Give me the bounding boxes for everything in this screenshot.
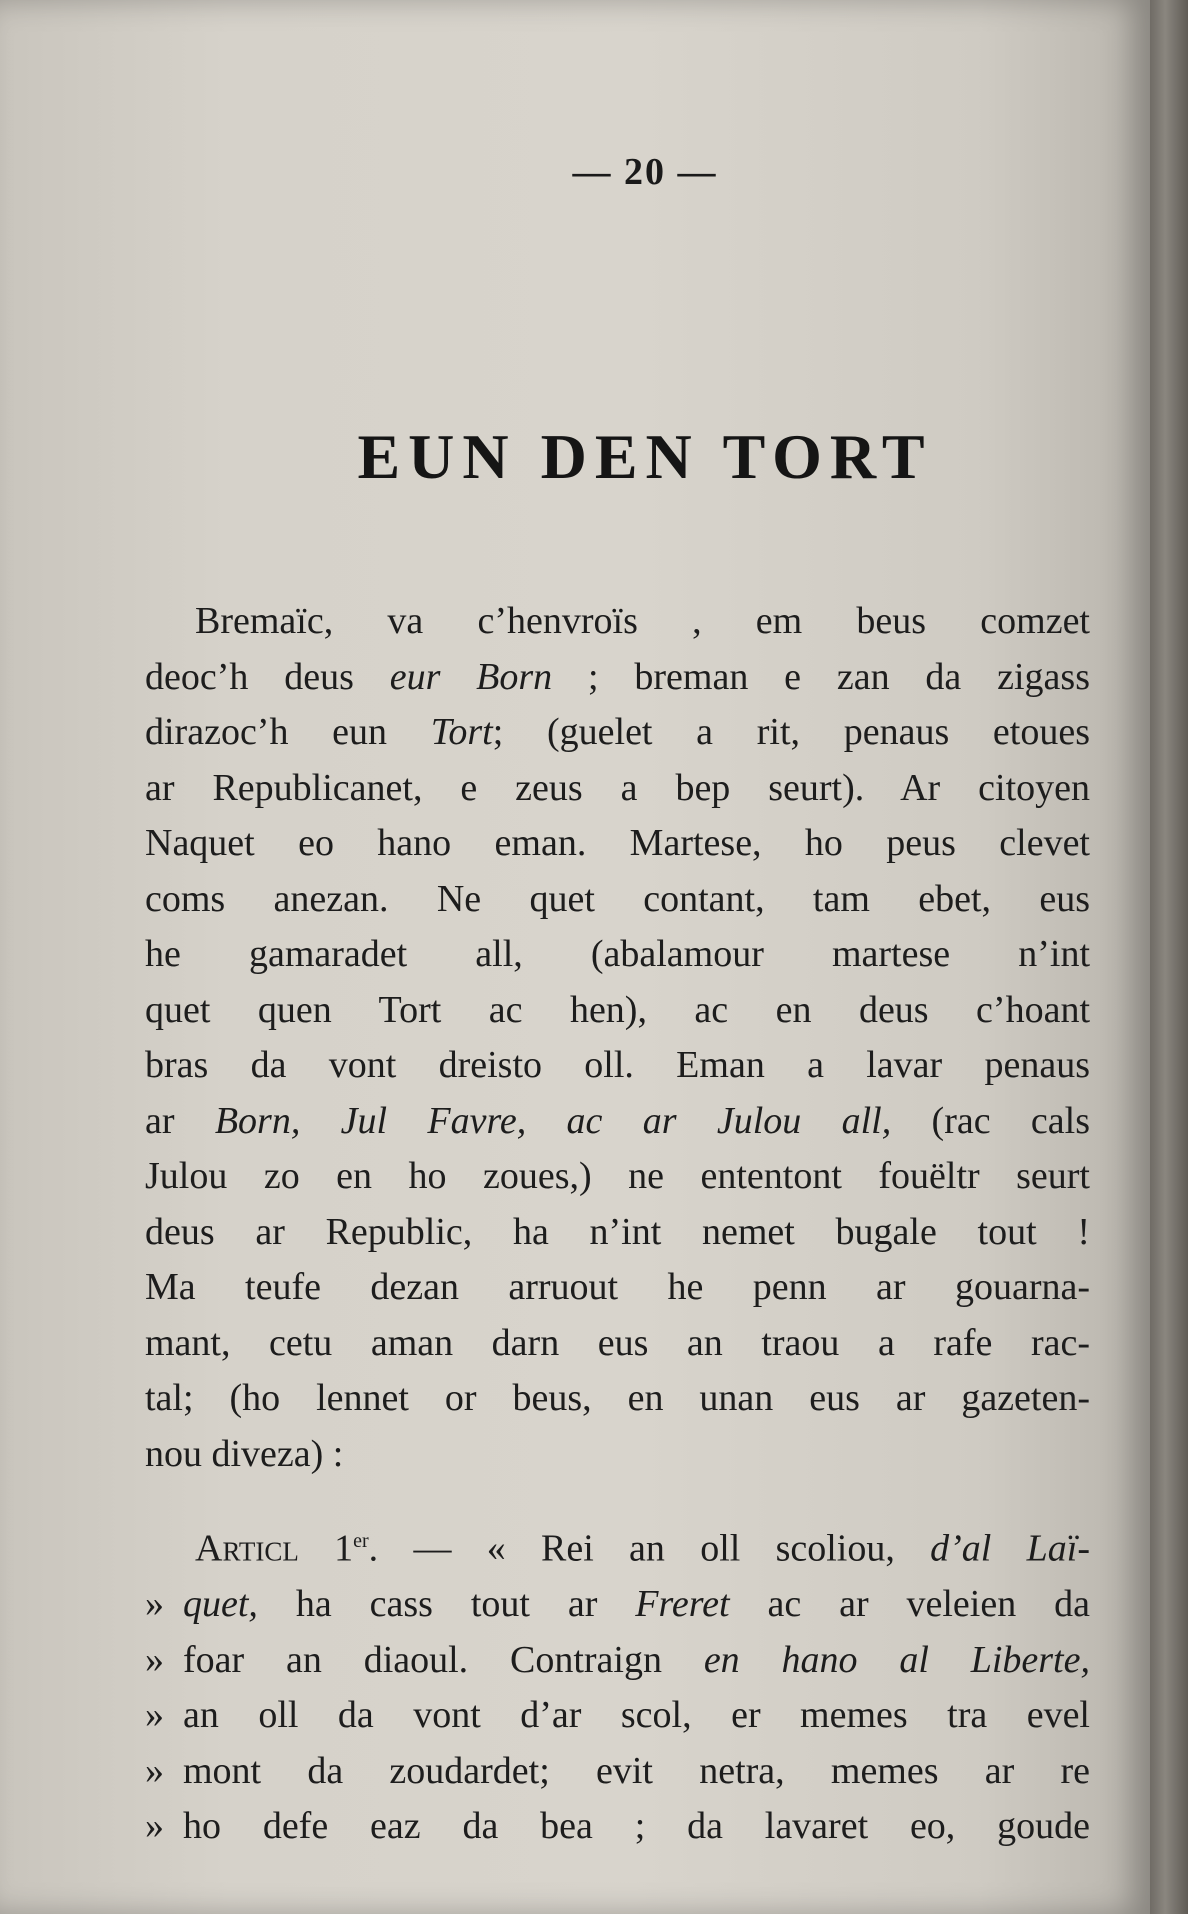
article-paragraph <box>145 1514 1090 1855</box>
text-line: deoc’h deus eur Born ; breman e zan da zigass <box>145 655 1090 698</box>
page-number: — 20 — <box>572 151 718 193</box>
text-line: he gamaradet all, (abalamour martese n’int <box>145 933 1090 975</box>
paragraph-intro <box>145 594 1090 1482</box>
text-line: quet quen Tort ac hen), ac en deus c’hoant <box>145 988 1090 1031</box>
text-line: » an oll da vont d’ar scol, er memes tra evel <box>145 1694 1090 1737</box>
text-line: ar Born, Jul Favre, ac ar Julou all, (rac cals <box>145 1099 1090 1142</box>
text-line: » foar an diaoul. Contraign en hano al Liberte, <box>145 1638 1090 1681</box>
text-line: bras da vont dreisto oll. Eman a lavar penaus <box>145 1044 1090 1086</box>
text-line: Naquet eo hano eman. Martese, ho peus clevet <box>145 822 1090 864</box>
text-line: Julou zo en ho zoues,) ne ententont fouëltr seurt <box>145 1155 1090 1197</box>
text-line: » quet, ha cass tout ar Freret ac ar veleien da <box>145 1583 1090 1626</box>
text-line: Bremaïc, va c’henvroïs , em beus comzet <box>195 600 1090 642</box>
text-line: nou diveza) : <box>145 1432 344 1475</box>
text-line: deus ar Republic, ha n’int nemet bugale tout ! <box>145 1210 1090 1253</box>
book-page-edge <box>1150 0 1188 1914</box>
text-line: » ho defe eaz da bea ; da lavaret eo, goude <box>145 1805 1090 1848</box>
text-line: coms anezan. Ne quet contant, tam ebet, eus <box>145 877 1090 920</box>
text-line: Articl 1er. — « Rei an oll scoliou, d’al Laï- <box>195 1527 1090 1570</box>
text-line: tal; (ho lennet or beus, en unan eus ar gazeten- <box>145 1377 1090 1419</box>
text-line: ar Republicanet, e zeus a bep seurt). Ar citoyen <box>145 766 1090 809</box>
text-line: dirazoc’h eun Tort; (guelet a rit, penaus etoues <box>145 711 1090 753</box>
page-title: EUN DEN TORT <box>357 421 933 492</box>
text-line: mant, cetu aman darn eus an traou a rafe rac- <box>145 1321 1090 1364</box>
text-line: » mont da zoudardet; evit netra, memes ar re <box>145 1749 1090 1792</box>
text-line: Ma teufe dezan arruout he penn ar gouarna- <box>145 1266 1090 1308</box>
article-label: Articl <box>195 1527 299 1570</box>
